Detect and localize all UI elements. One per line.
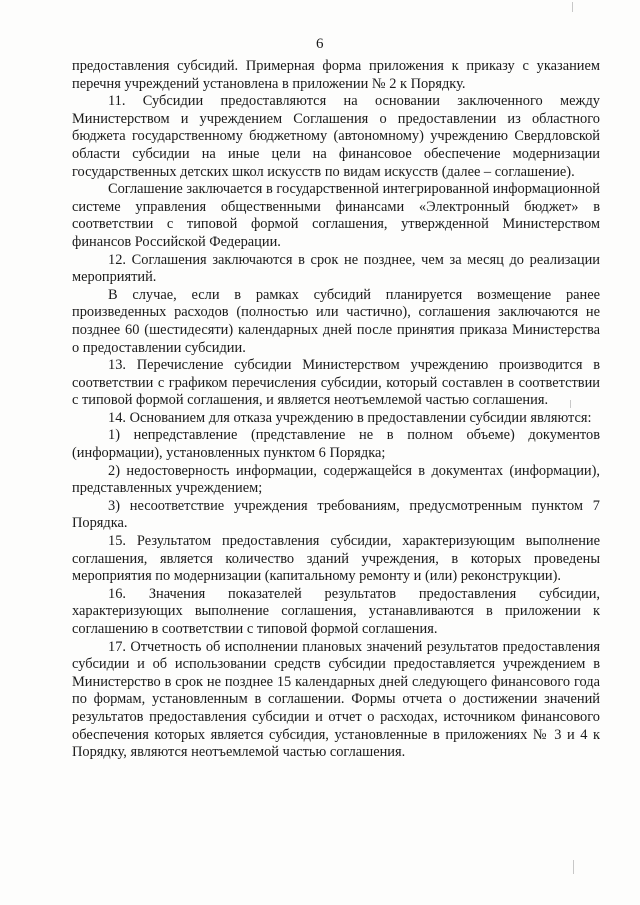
paragraph-14-item-2: 2) недостоверность информации, содержащейся в документах (информации), представленных учреждением; (72, 462, 600, 497)
page-number: 6 (316, 36, 324, 52)
paragraph-13: 13. Перечисление субсидии Министерством учреждению производится в соответствии с графиком перечисления субсидии, который составлен в соответствии с типовой формой соглашения, и является неотъемлемой частью соглашения. (72, 357, 600, 409)
paragraph-11: 11. Субсидии предоставляются на основании заключенного между Министерством и учреждением Соглашения о предоставлении из областного бюджета государственному бюджетному (автономному) учреждению Свердловской области субсидии на иные цели на финансовое обеспечение модернизации государственных детских школ искусств по видам искусств (далее – соглашение). (72, 93, 600, 180)
paragraph-14-item-1: 1) непредставление (представление не в полном объеме) документов (информации), установленных пунктом 6 Порядка; (72, 427, 600, 462)
paragraph-15: 15. Результатом предоставления субсидии, характеризующим выполнение соглашения, является количество зданий учреждения, в которых проведены мероприятия по модернизации (капитальному ремонту и (или) реконструкции). (72, 533, 600, 585)
paragraph-14-item-3: 3) несоответствие учреждения требованиям, предусмотренным пунктом 7 Порядка. (72, 497, 600, 532)
paragraph-14: 14. Основанием для отказа учреждению в предоставлении субсидии являются: (108, 409, 592, 426)
document-body (72, 58, 600, 762)
scan-artifact (573, 860, 574, 874)
paragraph-continuation: предоставления субсидий. Примерная форма приложения к приказу с указанием перечня учреждений установлена в приложении № 2 к Порядку. (72, 58, 600, 92)
paragraph-16: 16. Значения показателей результатов предоставления субсидии, характеризующих выполнение соглашения, устанавливаются в приложении к соглашению в соответствии с типовой формой соглашения. (72, 585, 600, 637)
scan-artifact (570, 400, 571, 408)
paragraph-17: 17. Отчетность об исполнении плановых значений результатов предоставления субсидии и об использовании средств субсидии предоставляется учреждением в Министерство в срок не позднее 15 календарных дней следующего финансового года по формам, установленным в соглашении. Формы отчета о достижении значений результатов предоставления субсидии и отчет о расходах, источником финансового обеспечения которых является субсидия, установленные в приложениях № 3 и 4 к Порядку, являются неотъемлемой частью соглашения. (72, 638, 600, 761)
paragraph-12-case: В случае, если в рамках субсидий планируется возмещение ранее произведенных расходов (полностью или частично), соглашения заключаются не позднее 60 (шестидесяти) календарных дней после принятия приказа Министерства о предоставлении субсидии. (72, 286, 600, 356)
scan-artifact (572, 2, 573, 12)
paragraph-11-agreement: Соглашение заключается в государственной интегрированной информационной системе управления общественными финансами «Электронный бюджет» в соответствии с типовой формой соглашения, утвержденной Министерством финансов Российской Федерации. (72, 181, 600, 250)
paragraph-12: 12. Соглашения заключаются в срок не позднее, чем за месяц до реализации мероприятий. (72, 251, 600, 286)
